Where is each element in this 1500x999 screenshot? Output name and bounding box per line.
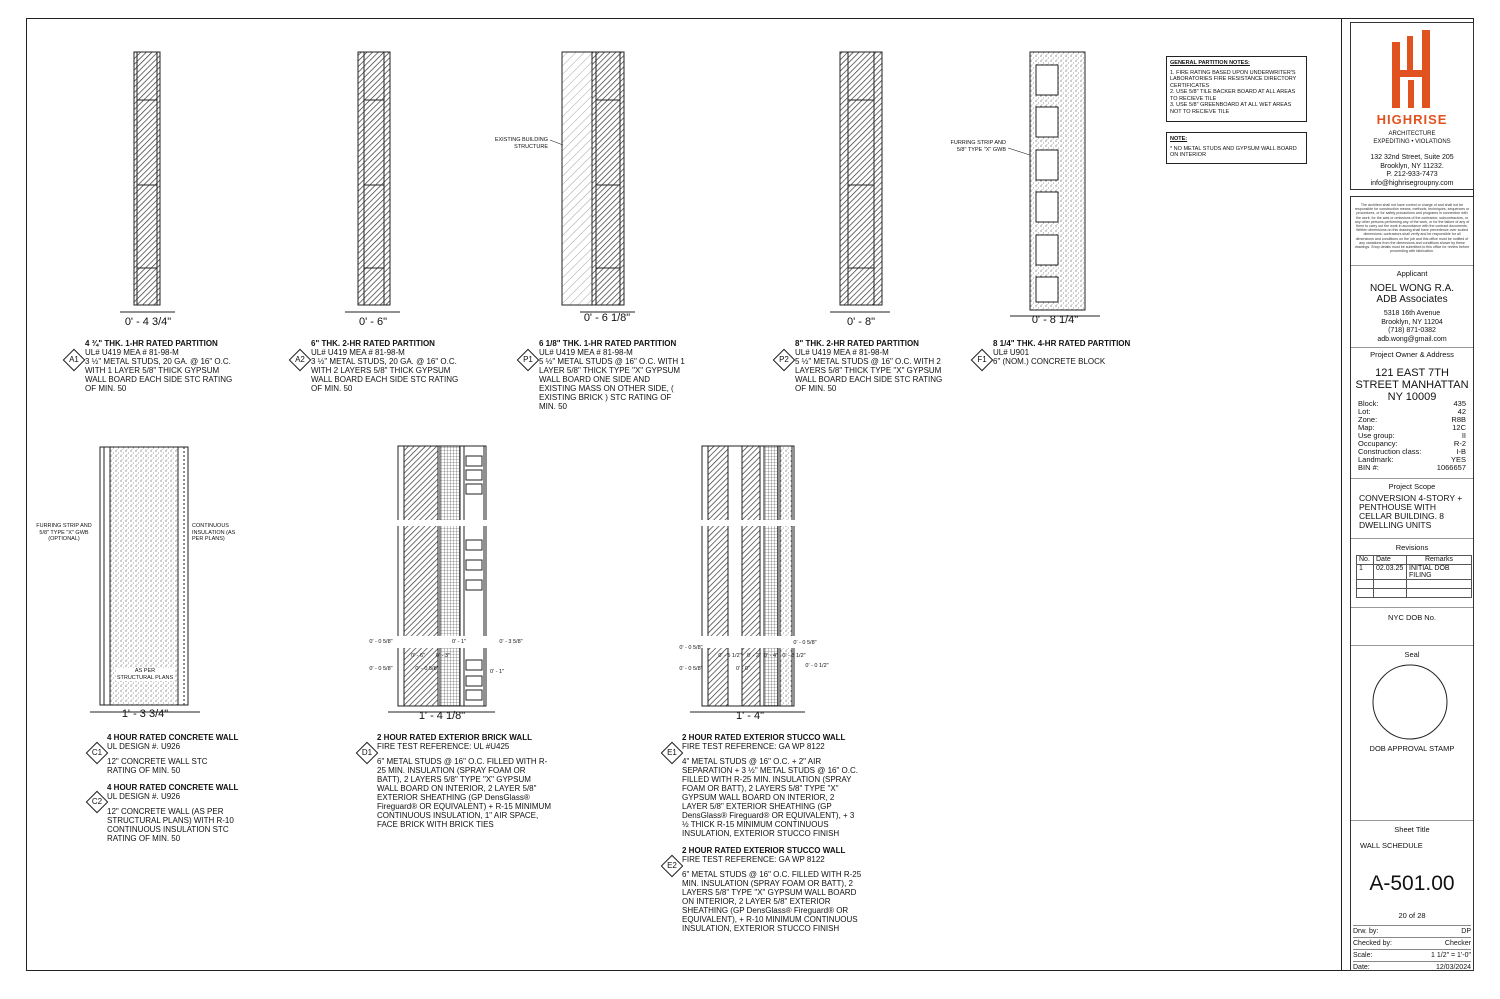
tag-p1: P1 — [517, 349, 540, 372]
sheet-number: A-501.00 — [1369, 872, 1455, 895]
applicant-firm: ADB Associates — [1376, 294, 1448, 305]
tag-c2: C2 — [86, 791, 109, 814]
label-continuous-ins: CONTINUOUS INSULATION (AS PER PLANS) — [192, 523, 236, 542]
label-furring-c: FURRING STRIP AND 5/8" TYPE "X" GWB (OPTIONAL) — [36, 523, 92, 542]
d1-dim: 0' - 0 5/8" — [369, 666, 393, 672]
tag-a2: A2 — [289, 349, 312, 372]
applicant-address: 5318 16th Avenue Brooklyn, NY 11204 (718) 871-0382 adb.wong@gmail.com — [1377, 310, 1447, 343]
dim-f1: 0' - 8 1/4" — [1031, 314, 1079, 326]
label-furring-f1: FURRING STRIP AND 5/8" TYPE "X" GWB — [950, 140, 1006, 153]
brand-name: HIGHRISE — [1376, 112, 1448, 127]
section-a2 — [345, 52, 400, 312]
section-f1 — [1008, 52, 1100, 316]
dim-e1: 1' - 4" — [735, 710, 764, 722]
e1-dim: 0' - 0 5/8" — [793, 640, 817, 646]
sheet-meta: Drw. by: DP Checked by: Checker Scale: 1 1/2" = 1'-0" Date: 12/03/2024 — [1353, 925, 1471, 973]
project-address: 121 EAST 7TH STREET MANHATTAN NY 10009 — [1355, 367, 1469, 403]
seal-label: Seal — [1404, 650, 1420, 659]
e1-dim: 0' - 3 1/2" — [782, 653, 806, 659]
e1-dim: 0' - 0 1/2" — [805, 663, 829, 669]
d1-dim: 0' - 3" — [435, 653, 450, 659]
dim-p1: 0' - 6 1/8" — [583, 312, 631, 324]
e1-dim: 0' - 4" — [763, 653, 778, 659]
stamp-label: DOB APPROVAL STAMP — [1369, 744, 1455, 753]
firm-address: 132 32nd Street, Suite 205 Brooklyn, NY 11232. P. 212-933-7473 info@highrisegroupny.com — [1370, 154, 1454, 187]
caption-d1: 2 HOUR RATED EXTERIOR BRICK WALL FIRE TEST REFERENCE: UL #U425 6" METAL STUDS @ 16" O.C. FILLED WITH R-25 MIN. INSULATION (SPRAY FOAM OR BATT), 2 LAYERS 5/8" TYPE "X" GYPSUM WALL BOARD ON INTERIOR, 2 LAYER 5/8" EXTERIOR SHEATHING (GP DensGlass® Fireguard® OR EQUIVALENT) + R-15 MINIMUM CONTINUOUS INSULATION, 1" AIR SPACE, FACE BRICK WITH BRICK TIES — [377, 733, 551, 829]
disclaimer: The architect shall not have control or charge of and shall not be responsible for construction means, methods, techniques, sequences or procedures, or for safety precautions and programs in connection with the work, for the acts or omissions of the contractor, subcontractors, or any other persons performing any of the work, or for the failure of any of them to carry out the work in accordance with the contract documents. Written dimensions on this drawing shall have precedence over scaled dimensions; contractors shall verify and be responsible for all dimensions and conditions on the job and this office must be notified of any variations from the dimensions and conditions shown by these drawings. Shop details must be submitted to this office for review before proceeding with fabrication. — [1354, 203, 1470, 254]
dim-d1: 1' - 4 1/8" — [418, 710, 466, 722]
sheet-count: 20 of 28 — [1398, 911, 1426, 920]
brand-sub: EXPEDITING • VIOLATIONS — [1373, 139, 1451, 145]
d1-dim: 0' - 6" — [410, 653, 425, 659]
dim-c1: 1' - 3 3/4" — [121, 708, 169, 720]
revisions-label: Revisions — [1395, 543, 1429, 552]
caption-p2: 8" THK. 2-HR RATED PARTITION UL# U419 MEA # 81-98-M 5 ½" METAL STUDS @ 16" O.C. WITH 2 LAYERS 5/8" THICK TYPE "X" GYPSUM WALL BOARD EACH SIDE STC RATING OF MIN. 50 — [795, 339, 943, 393]
dim-a2: 0' - 6" — [358, 316, 387, 328]
dob-label: NYC DOB No. — [1388, 613, 1436, 622]
d1-dim: 0' - 0 5/8" — [415, 666, 439, 672]
tag-e2: E2 — [661, 855, 684, 878]
tag-c1: C1 — [86, 742, 109, 765]
caption-e1: 2 HOUR RATED EXTERIOR STUCCO WALL FIRE TEST REFERENCE: GA WP 8122 4" METAL STUDS @ 16" O.C. + 2" AIR SEPARATION + 3 ½" METAL STUDS @ 16" O.C. FILLED WITH R-25 MIN. INSULATION (SPRAY FOAM OR BATT), 2 LAYERS 5/8" TYPE "X" GYPSUM WALL BOARD ON INTERIOR, 2 LAYER 5/8" EXTERIOR SHEATHING (GP DensGlass® Fireguard® OR EQUIVALENT), + 3 ½ THICK R-15 MINIMUM CONTINUOUS INSULATION, EXTERIOR STUCCO FINISH — [682, 733, 858, 838]
section-a1 — [120, 52, 175, 312]
caption-f1: 8 1/4" THK. 4-HR RATED PARTITION UL# U901 6" (NOM.) CONCRETE BLOCK — [993, 339, 1131, 366]
applicant-label: Applicant — [1396, 269, 1428, 278]
revisions-table: No. Date Remarks 1 02.03.25 INITIAL DOB FILING — [1356, 555, 1472, 598]
label-existing-structure: EXISTING BUILDING STRUCTURE — [494, 137, 548, 150]
d1-dim: 0' - 1" — [489, 669, 504, 675]
e1-dim: 0' - 0 5/8" — [679, 645, 703, 651]
caption-a2: 6" THK. 2-HR RATED PARTITION UL# U419 MEA # 81-98-M 3 ½" METAL STUDS, 20 GA. @ 16" O.C. WITH 2 LAYERS 5/8" THICK GYPSUM WALL BOARD EACH SIDE STC RATING OF MIN. 50 — [311, 339, 459, 393]
tag-e1: E1 — [661, 742, 684, 765]
d1-dim: 0' - 1" — [451, 639, 466, 645]
owner-label: Project Owner & Address — [1370, 350, 1454, 359]
tag-f1: F1 — [971, 349, 994, 372]
brand-sub: ARCHITECTURE — [1388, 131, 1436, 137]
tag-a1: A1 — [63, 349, 86, 372]
tag-d1: D1 — [356, 742, 379, 765]
dim-p2: 0' - 8" — [846, 316, 875, 328]
d1-dim: 0' - 3 5/8" — [499, 639, 523, 645]
scope-text: CONVERSION 4-STORY + PENTHOUSE WITH CELLAR BUILDING. 8 DWELLING UNITS — [1359, 493, 1463, 530]
e1-dim: 0' - 0 5/8" — [679, 666, 703, 672]
caption-p1: 6 1/8" THK. 1-HR RATED PARTITION UL# U419 MEA # 81-98-M 5 ½" METAL STUDS @ 16" O.C. WITH 1 LAYER 5/8" THICK TYPE "X" GYPSUM WALL BOARD ONE SIDE AND EXISTING MASS ON OTHER SIDE, ( EXISTING BRICK ) STC RATING OF MIN. 50 — [539, 339, 685, 411]
e1-dim: 0' - 2" — [746, 653, 761, 659]
section-p2 — [830, 52, 890, 312]
general-notes-box: GENERAL PARTITION NOTES: 1. FIRE RATING BASED UPON UNDERWRITER'S LABORATORIES FIRE RESISTANCE DIRECTORY CERTIFICATES 2. USE 5/8" TILE BACKER BOARD AT ALL AREAS TO RECIEVE TILE 3. USE 5/8" GREENBOARD AT ALL WET AREAS NOT TO RECIEVE TILE — [1166, 56, 1307, 122]
caption-c2: 4 HOUR RATED CONCRETE WALL UL DESIGN #. U926 12" CONCRETE WALL (AS PER STRUCTURAL PLANS) WITH R-10 CONTINUOUS INSULATION STC RATING OF MIN. 50 — [107, 783, 239, 843]
tag-p2: P2 — [773, 349, 796, 372]
scope-label: Project Scope — [1388, 482, 1436, 491]
note-box: NOTE: * NO METAL STUDS AND GYPSUM WALL BOARD ON INTERIOR — [1166, 132, 1307, 164]
d1-dim: 0' - 0 5/8" — [369, 639, 393, 645]
e1-dim: 0' - 0" — [735, 666, 750, 672]
applicant-name: NOEL WONG R.A. — [1369, 283, 1455, 294]
section-p1 — [550, 52, 635, 312]
label-as-per-struct: AS PER STRUCTURAL PLANS — [116, 668, 174, 681]
dim-a1: 0' - 4 3/4" — [124, 316, 172, 328]
caption-a1: 4 ¾" THK. 1-HR RATED PARTITION UL# U419 MEA # 81-98-M 3 ½" METAL STUDS, 20 GA. @ 16" O.C. WITH 1 LAYER 5/8" THICK GYPSUM WALL BOARD EACH SIDE STC RATING OF MIN. 50 — [85, 339, 233, 393]
caption-e2: 2 HOUR RATED EXTERIOR STUCCO WALL FIRE TEST REFERENCE: GA WP 8122 6" METAL STUDS @ 16" O.C. FILLED WITH R-25 MIN. INSULATION (SPRAY FOAM OR BATT), 2 LAYERS 5/8" TYPE "X" GYPSUM WALL BOARD ON INTERIOR, 2 LAYER 5/8" EXTERIOR SHEATHING (GP DensGlass® Fireguard® OR EQUIVALENT), + R-10 MINIMUM CONTINUOUS INSULATION, EXTERIOR STUCCO FINISH — [682, 846, 862, 933]
caption-c1: 4 HOUR RATED CONCRETE WALL UL DESIGN #. U926 12" CONCRETE WALL STC RATING OF MIN. 50 — [107, 733, 239, 775]
e1-dim: 0' - 5 1/2" — [718, 653, 742, 659]
project-properties: Block: 435 Lot: 42 Zone: R8B Map: 12C Use group: II Occupancy: R-2 Construction class: I-B Landmark: YES BIN #: 1066657 — [1358, 399, 1466, 472]
sheet-title-label: Sheet Title — [1394, 825, 1430, 834]
sheet-title: WALL SCHEDULE — [1360, 841, 1423, 850]
